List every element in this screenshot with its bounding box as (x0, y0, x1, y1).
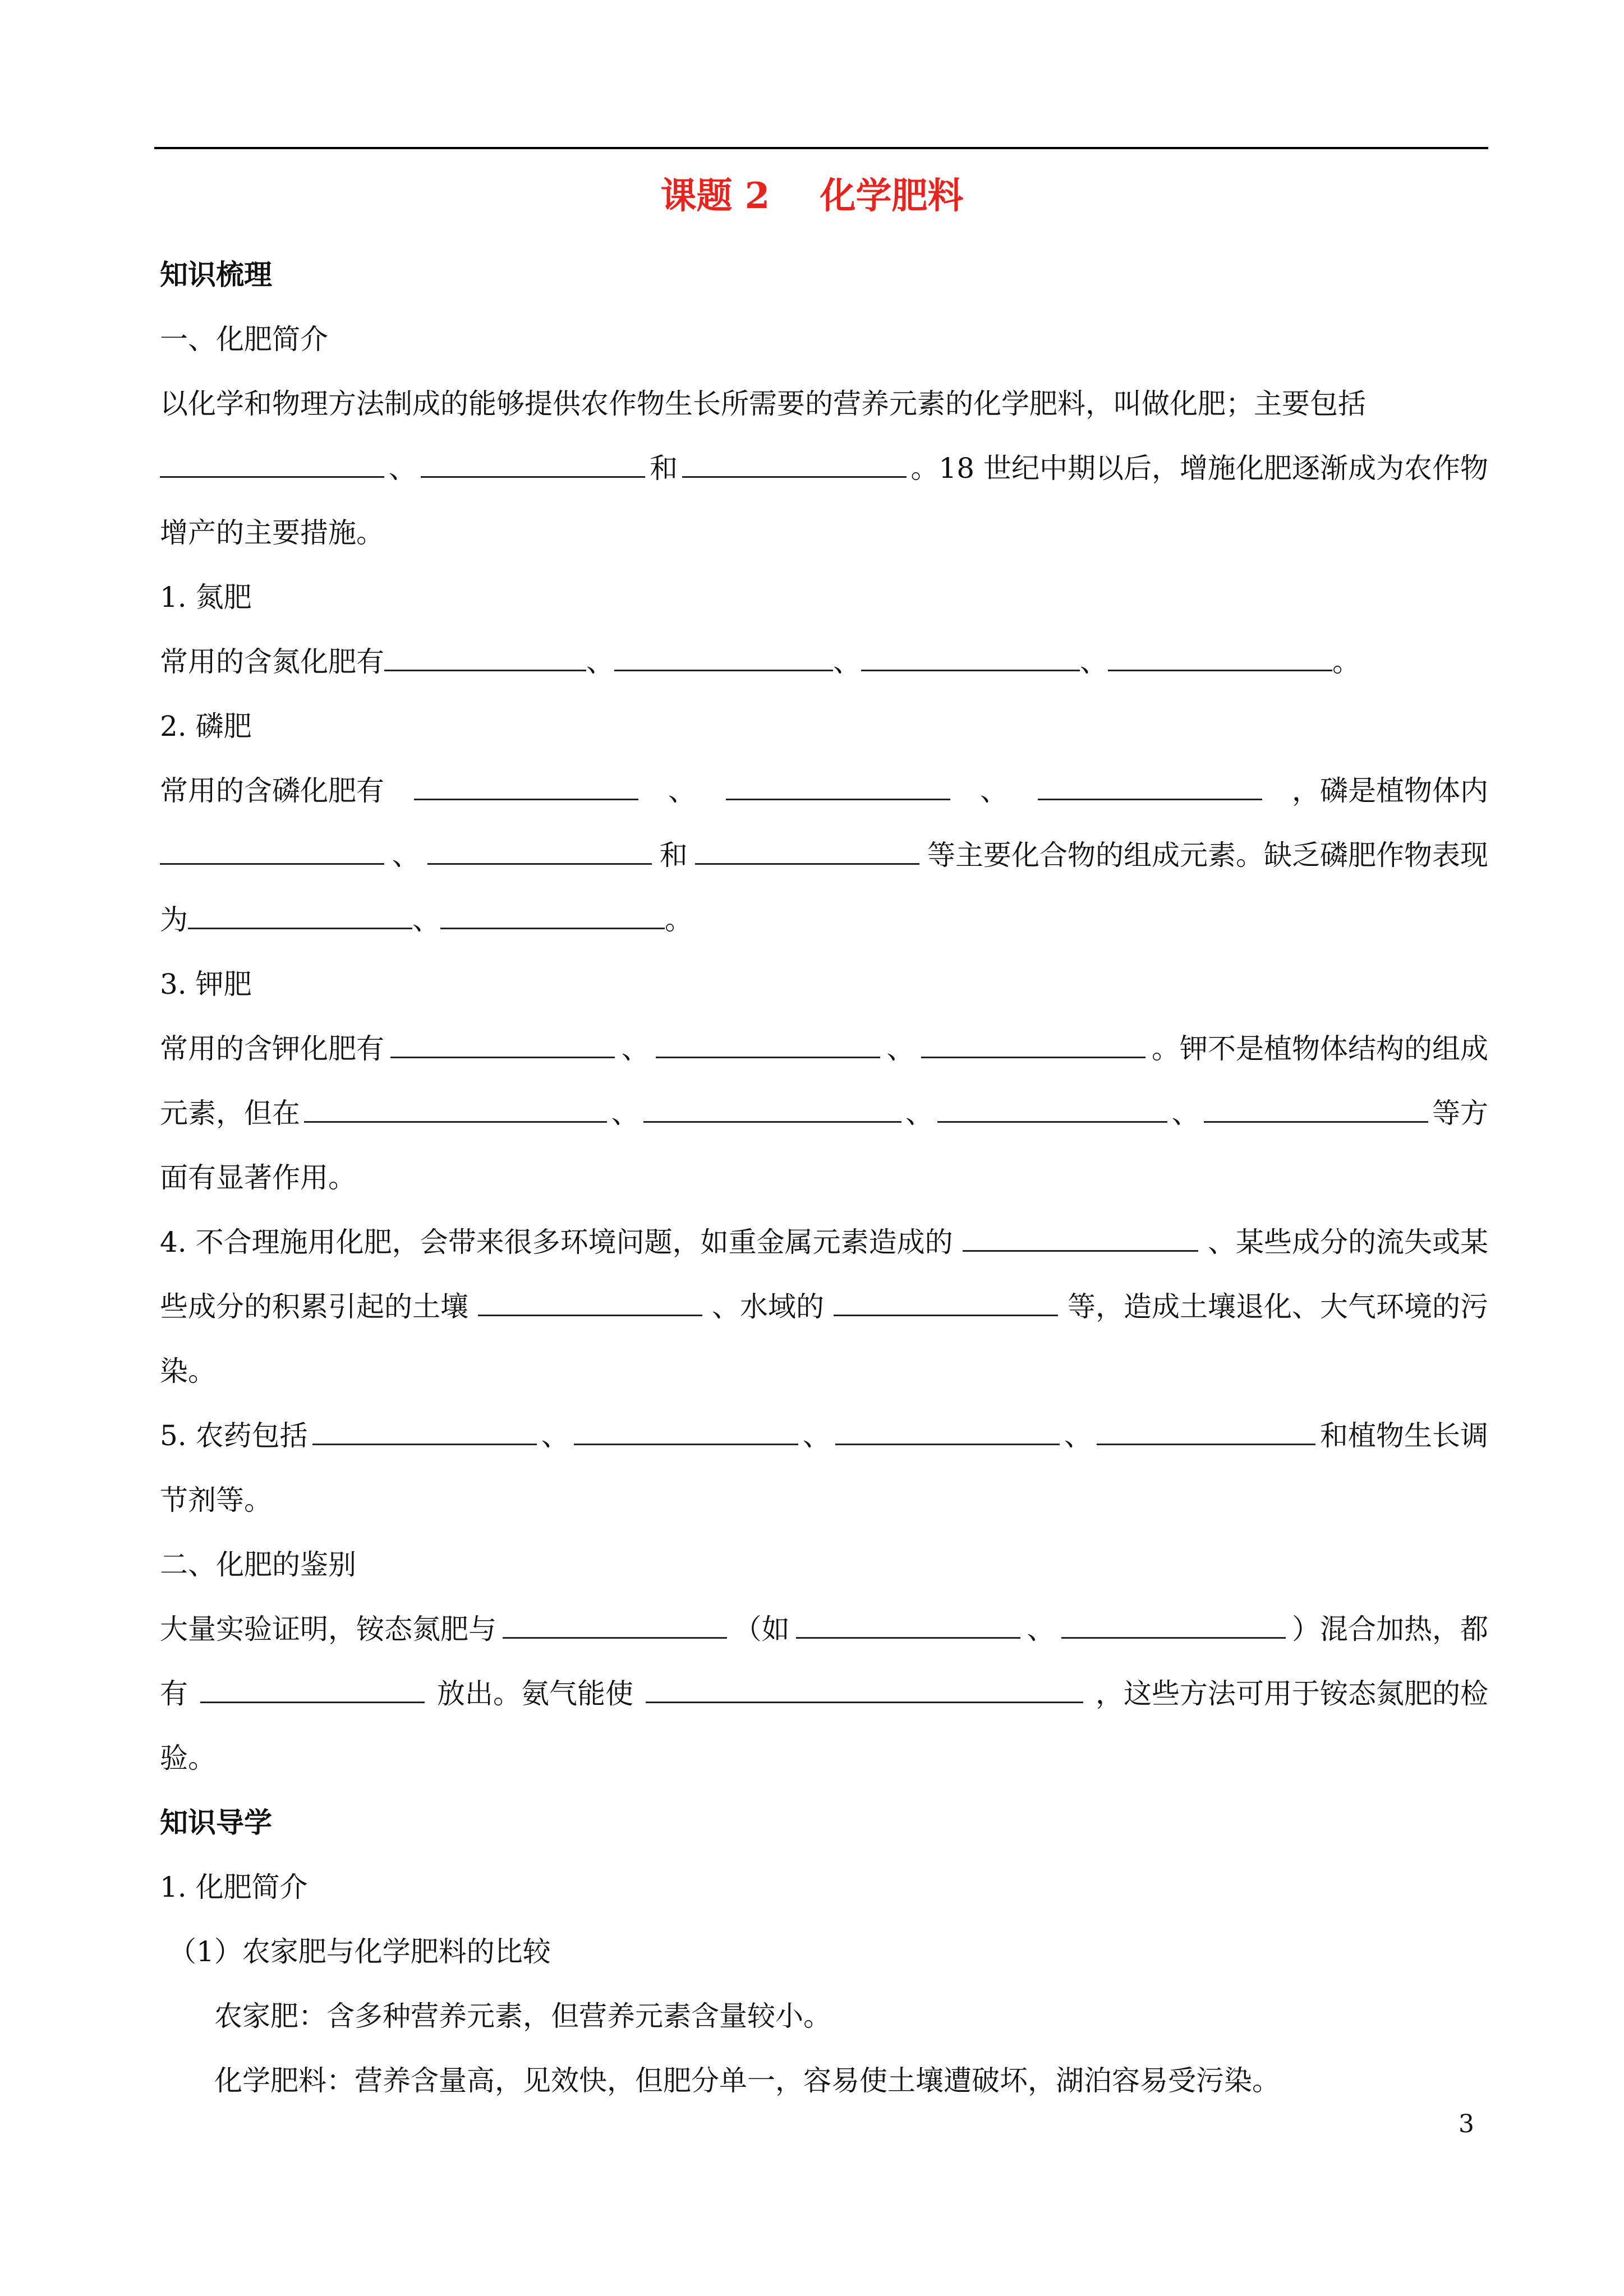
period: 。 (665, 903, 693, 936)
blank-field[interactable] (200, 1677, 425, 1703)
identification-line-2 (160, 1671, 1488, 1716)
separator: 、 (802, 1419, 831, 1452)
identification-text: 大量实验证明，铵态氮肥与 (160, 1613, 496, 1645)
potassium-line-3: 面有显著作用。 (160, 1161, 356, 1194)
page-number: 3 (1459, 2110, 1474, 2138)
blank-field[interactable] (614, 645, 833, 671)
potassium-line-1 (160, 1026, 1488, 1071)
blank-field[interactable] (937, 1096, 1167, 1123)
blank-field[interactable] (304, 1096, 607, 1123)
blank-field[interactable] (503, 1612, 727, 1639)
blank-field[interactable] (1108, 645, 1332, 671)
intro-text: 以化学和物理方法制成的能够提供农作物生长所需要的营养元素的化学肥料，叫做化肥；主要包括 (160, 388, 1366, 420)
potassium-text: 等方 (1432, 1097, 1488, 1129)
phosphorus-line-3 (160, 897, 1488, 942)
separator: 、 (586, 646, 614, 678)
guide-chemical-line: 化学肥料：营养含量高，见效快，但肥分单一，容易使土壤遭破坏，湖泊容易受污染。 (214, 2064, 1280, 2097)
blank-field[interactable] (682, 451, 907, 478)
blank-field[interactable] (574, 1419, 798, 1445)
blank-field[interactable] (1061, 1612, 1286, 1639)
identification-text: ，这些方法可用于铵态氮肥的检 (1096, 1677, 1488, 1710)
blank-field[interactable] (861, 645, 1080, 671)
blank-field[interactable] (834, 1290, 1058, 1316)
separator: 、 (668, 774, 696, 807)
separator: 、 (833, 646, 861, 678)
environment-line-1 (160, 1220, 1488, 1265)
separator: 、 (392, 839, 420, 872)
intro-line-2 (160, 446, 1488, 491)
pesticide-line-2: 节剂等。 (160, 1484, 272, 1516)
blank-field[interactable] (835, 1419, 1060, 1445)
potassium-text: 常用的含钾化肥有 (160, 1032, 384, 1065)
blank-field[interactable] (384, 645, 586, 671)
blank-field[interactable] (643, 1096, 901, 1123)
phosphorus-text: 常用的含磷化肥有 (160, 774, 384, 807)
conjunction: 和 (650, 452, 678, 485)
separator: 、 (905, 1097, 933, 1129)
guide-manure-line: 农家肥：含多种营养元素，但营养元素含量较小。 (214, 2000, 831, 2032)
blank-field[interactable] (414, 774, 638, 800)
page-title: 课题 2 化学肥料 (660, 175, 964, 217)
section-knowledge-summary: 知识梳理 (160, 258, 272, 291)
phosphorus-line-2 (160, 833, 1488, 878)
phosphorus-text: 等主要化合物的组成元素。缺乏磷肥作物表现 (927, 839, 1488, 872)
pesticide-text: 和植物生长调 (1319, 1419, 1488, 1452)
heading-potassium: 3. 钾肥 (160, 968, 252, 1001)
identification-text: 有 (160, 1677, 188, 1710)
identification-text: ）混合加热，都 (1291, 1613, 1488, 1645)
separator: 、 (980, 774, 1008, 807)
potassium-line-2 (160, 1091, 1488, 1136)
intro-text: 。18 世纪中期以后，增施化肥逐渐成为农作物 (910, 452, 1488, 485)
heading-nitrogen: 1. 氮肥 (160, 581, 252, 614)
blank-field[interactable] (160, 838, 384, 865)
blank-field[interactable] (421, 451, 645, 478)
separator: 、 (1171, 1097, 1200, 1129)
separator: 、 (886, 1032, 915, 1065)
blank-field[interactable] (695, 838, 919, 865)
phosphorus-line-1 (160, 768, 1488, 813)
separator: 、 (1080, 646, 1108, 678)
potassium-text: 元素，但在 (160, 1097, 300, 1129)
blank-field[interactable] (656, 1032, 880, 1058)
environment-text: 、某些成分的流失或某 (1207, 1226, 1488, 1258)
pesticide-line-1 (160, 1413, 1488, 1458)
blank-field[interactable] (312, 1419, 537, 1445)
nitrogen-line (160, 639, 1488, 684)
blank-field[interactable] (796, 1612, 1020, 1639)
environment-text: 、水域的 (712, 1290, 824, 1323)
environment-line-2 (160, 1284, 1488, 1329)
header-rule (154, 147, 1488, 149)
separator: 、 (1064, 1419, 1092, 1452)
nitrogen-text: 常用的含氮化肥有 (160, 646, 384, 678)
separator: 、 (541, 1419, 569, 1452)
blank-field[interactable] (1097, 1419, 1315, 1445)
blank-field[interactable] (1204, 1096, 1428, 1123)
identification-text: 放出。氨气能使 (437, 1677, 633, 1710)
blank-field[interactable] (1038, 774, 1262, 800)
blank-field[interactable] (440, 903, 665, 929)
heading-phosphorus: 2. 磷肥 (160, 710, 252, 743)
identification-line-1 (160, 1607, 1488, 1652)
blank-field[interactable] (160, 451, 384, 478)
blank-field[interactable] (188, 903, 412, 929)
intro-line-1 (160, 381, 1488, 426)
blank-field[interactable] (427, 838, 652, 865)
blank-field[interactable] (478, 1290, 702, 1316)
separator: 、 (412, 903, 440, 936)
environment-text: 等，造成土壤退化、大气环境的污 (1068, 1290, 1488, 1323)
separator: 、 (1027, 1613, 1055, 1645)
identification-text: （如 (733, 1613, 790, 1645)
guide-heading: 1. 化肥简介 (160, 1871, 308, 1903)
intro-line-3: 增产的主要措施。 (160, 517, 384, 549)
phosphorus-text: ，磷是植物体内 (1292, 774, 1488, 807)
separator: 、 (611, 1097, 640, 1129)
identification-line-3: 验。 (160, 1742, 216, 1774)
separator: 、 (621, 1032, 650, 1065)
blank-field[interactable] (390, 1032, 615, 1058)
separator: 、 (388, 452, 417, 485)
conjunction: 和 (659, 839, 688, 872)
guide-subheading: （1）农家肥与化学肥料的比较 (168, 1935, 551, 1968)
phosphorus-text: 为 (160, 903, 188, 936)
blank-field[interactable] (646, 1677, 1083, 1703)
potassium-text: 。钾不是植物体结构的组成 (1151, 1032, 1488, 1065)
pesticide-text: 5. 农药包括 (160, 1419, 308, 1452)
heading-fertilizer-identification: 二、化肥的鉴别 (160, 1548, 356, 1581)
blank-field[interactable] (726, 774, 950, 800)
environment-text: 4. 不合理施用化肥，会带来很多环境问题，如重金属元素造成的 (160, 1226, 953, 1258)
heading-fertilizer-intro: 一、化肥简介 (160, 323, 328, 356)
blank-field[interactable] (921, 1032, 1145, 1058)
environment-text: 些成分的积累引起的土壤 (160, 1290, 468, 1323)
environment-line-3: 染。 (160, 1355, 216, 1387)
section-knowledge-guide: 知识导学 (160, 1806, 272, 1839)
period: 。 (1332, 646, 1360, 678)
blank-field[interactable] (963, 1225, 1198, 1252)
